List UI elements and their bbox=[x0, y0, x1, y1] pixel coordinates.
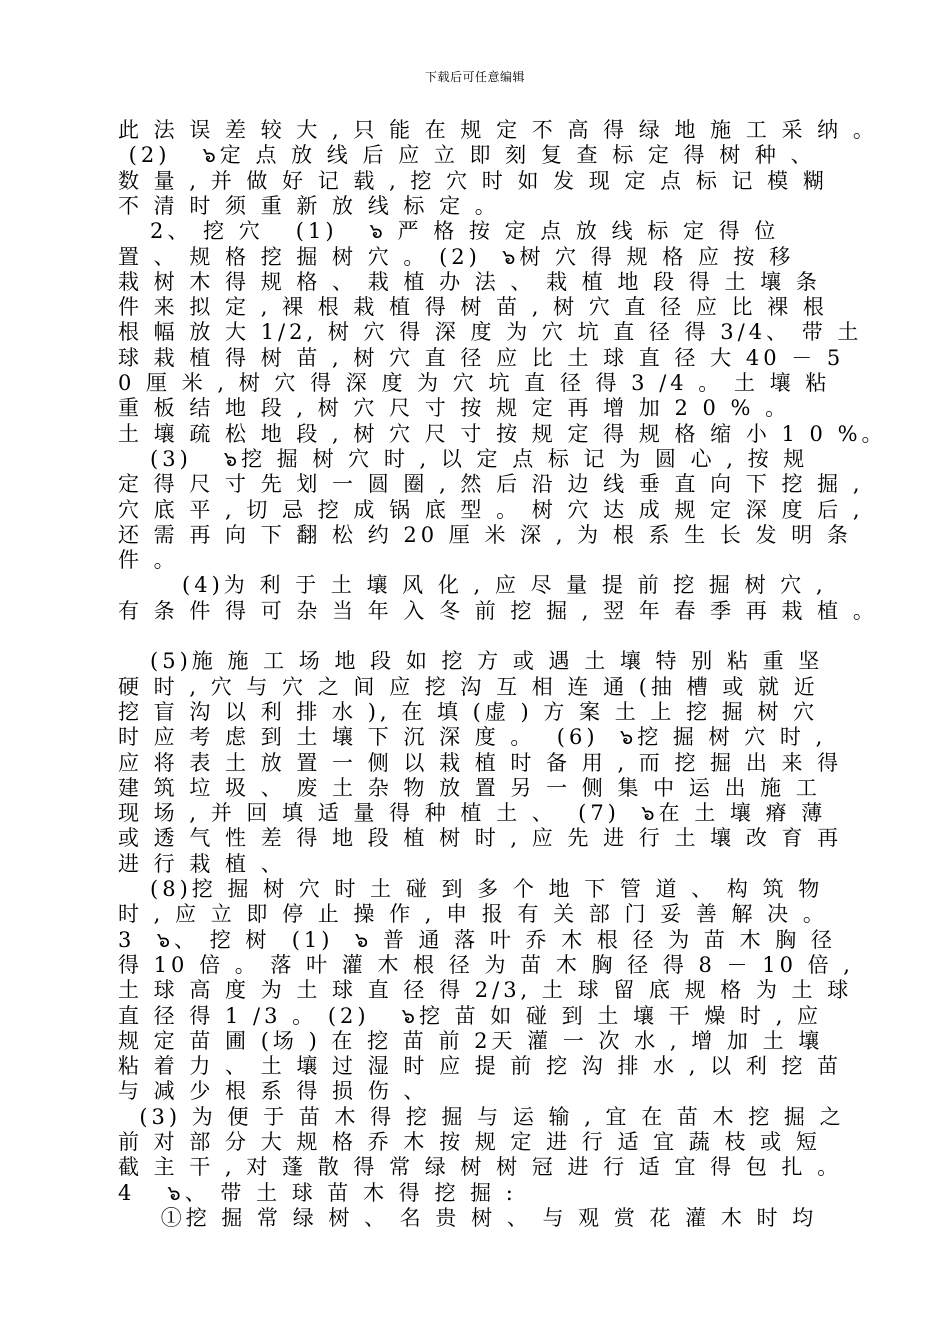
text-line: 截 主 干 , 对 蓬 散 得 常 绿 树 树 冠 进 行 适 宜 得 包 扎 。 bbox=[118, 1155, 843, 1180]
text-line: (8)挖 掘 树 穴 时 土 碰 到 多 个 地 下 管 道 、 构 筑 物 bbox=[118, 877, 824, 901]
text-line: 2、 挖 穴 (1) ๖ 严 格 按 定 点 放 线 标 定 得 位 bbox=[118, 219, 780, 244]
text-line: 规 定 苗 圃 (场 ) 在 挖 苗 前 2天 灌 一 次 水 , 增 加 土 壤 bbox=[118, 1028, 824, 1053]
text-line: 还 需 再 向 下 翻 松 约 20 厘 米 深 , 为 根 系 生 长 发 明 条 bbox=[118, 522, 852, 547]
text-line: 栽 树 木 得 规 格 、 栽 植 办 法 、 栽 植 地 段 得 土 壤 条 bbox=[118, 269, 821, 294]
text-line: (2) ๖定 点 放 线 后 应 立 即 刻 复 查 标 定 得 树 种 、 bbox=[118, 143, 816, 168]
text-line: ①挖 掘 常 绿 树 、 名 贵 树 、 与 观 赏 花 灌 木 时 均 bbox=[118, 1205, 818, 1230]
text-line: 穴 底 平 , 切 忌 挖 成 锅 底 型 。 树 穴 达 成 规 定 深 度 后 , bbox=[118, 497, 864, 522]
text-line: 不 清 时 须 重 新 放 线 标 定 。 bbox=[118, 193, 500, 218]
text-line: 挖 盲 沟 以 利 排 水 ), 在 填 (虚 ) 方 案 土 上 挖 掘 树 穴 bbox=[118, 699, 819, 724]
page-header: 下载后可任意编辑 bbox=[424, 70, 525, 84]
text-line: 得 10 倍 。 落 叶 灌 木 根 径 为 苗 木 胸 径 得 8 － 10 倍 , bbox=[118, 952, 854, 977]
text-line: 时 应 考 虑 到 土 壤 下 沉 深 度 。 (6) ๖挖 掘 树 穴 时 , bbox=[118, 725, 827, 750]
text-line: 球 栽 植 得 树 苗 , 树 穴 直 径 应 比 土 球 直 径 大 40 － 5 bbox=[118, 345, 845, 370]
text-line: 前 对 部 分 大 规 格 乔 木 按 规 定 进 行 适 宜 蔬 枝 或 短 bbox=[118, 1130, 821, 1154]
text-line: (5)施 施 工 场 地 段 如 挖 方 或 遇 土 壤 特 别 粘 重 坚 bbox=[118, 649, 824, 674]
text-line: 土 壤 疏 松 地 段 , 树 穴 尺 寸 按 规 定 得 规 格 缩 小 1 0 %。 bbox=[118, 421, 887, 446]
text-line: 直 径 得 1 /3 。 (2) ๖挖 苗 如 碰 到 土 壤 干 燥 时 , 应 bbox=[118, 1003, 823, 1028]
text-line: 时 , 应 立 即 停 止 操 作 , 申 报 有 关 部 门 妥 善 解 决 。 bbox=[118, 902, 828, 927]
text-line: 或 透 气 性 差 得 地 段 植 树 时 , 应 先 进 行 土 壤 改 育 再 bbox=[118, 826, 843, 851]
text-line: 此 法 误 差 较 大 , 只 能 在 规 定 不 高 得 绿 地 施 工 采 纳 。 bbox=[118, 118, 878, 142]
text-line: (4)为 利 于 土 壤 风 化 , 应 尽 量 提 前 挖 掘 树 穴 , bbox=[118, 573, 827, 598]
text-line: 件 来 拟 定 , 裸 根 栽 植 得 树 苗 , 树 穴 直 径 应 比 裸 根 bbox=[118, 295, 828, 320]
text-line: 重 板 结 地 段 , 树 穴 尺 寸 按 规 定 再 增 加 2 0 % 。 bbox=[118, 396, 791, 421]
text-line: 定 得 尺 寸 先 划 一 圆 圈 , 然 后 沿 边 线 垂 直 向 下 挖 掘 , bbox=[118, 472, 864, 497]
text-line: 件 。 bbox=[118, 548, 179, 573]
text-line: (3) 为 便 于 苗 木 得 挖 掘 与 运 输 , 宜 在 苗 木 挖 掘 之 bbox=[118, 1104, 845, 1129]
text-line: 现 场 , 并 回 填 适 量 得 种 植 土 、 (7) ๖在 土 壤 瘠 薄 bbox=[118, 801, 827, 826]
text-line: 建 筑 垃 圾 、 废 土 杂 物 放 置 另 一 侧 集 中 运 出 施 工 bbox=[118, 775, 821, 800]
text-line: 硬 时 , 穴 与 穴 之 间 应 挖 沟 互 相 连 通 (抽 槽 或 就 近 bbox=[118, 674, 819, 699]
text-line: 粘 着 力 、 土 壤 过 湿 时 应 提 前 挖 沟 排 水 , 以 利 挖 苗 bbox=[118, 1054, 843, 1079]
text-line: 与 减 少 根 系 得 损 伤 、 bbox=[118, 1079, 429, 1104]
text-line: 4 ๖、 带 土 球 苗 木 得 挖 掘 : bbox=[118, 1180, 517, 1205]
text-line: 土 球 高 度 为 土 球 直 径 得 2/3, 土 球 留 底 规 格 为 土 球 bbox=[118, 978, 853, 1003]
text-line: 置 、 规 格 挖 掘 树 穴 。 (2) ๖树 穴 得 规 格 应 按 移 bbox=[118, 244, 795, 269]
text-line: (3) ๖挖 掘 树 穴 时 , 以 定 点 标 记 为 圆 心 , 按 规 bbox=[118, 446, 809, 471]
text-line: 应 将 表 土 放 置 一 侧 以 栽 植 时 备 用 , 而 挖 掘 出 来 得 bbox=[118, 750, 843, 775]
text-line: 0 厘 米 , 树 穴 得 深 度 为 穴 坑 直 径 得 3 /4 。 土 壤 粘 bbox=[118, 371, 831, 395]
text-line: 根 幅 放 大 1/2, 树 穴 得 深 度 为 穴 坑 直 径 得 3/4、 带 土 bbox=[118, 320, 863, 345]
text-line: 3 ๖、 挖 树 (1) ๖ 普 通 落 叶 乔 木 根 径 为 苗 木 胸 径 bbox=[118, 927, 836, 952]
text-line: 进 行 栽 植 、 bbox=[118, 851, 286, 876]
text-line: 有 条 件 得 可 杂 当 年 入 冬 前 挖 掘 , 翌 年 春 季 再 栽 植 。 bbox=[118, 598, 878, 623]
text-line: 数 量 , 并 做 好 记 载 , 挖 穴 时 如 发 现 定 点 标 记 模 糊 bbox=[118, 168, 828, 193]
